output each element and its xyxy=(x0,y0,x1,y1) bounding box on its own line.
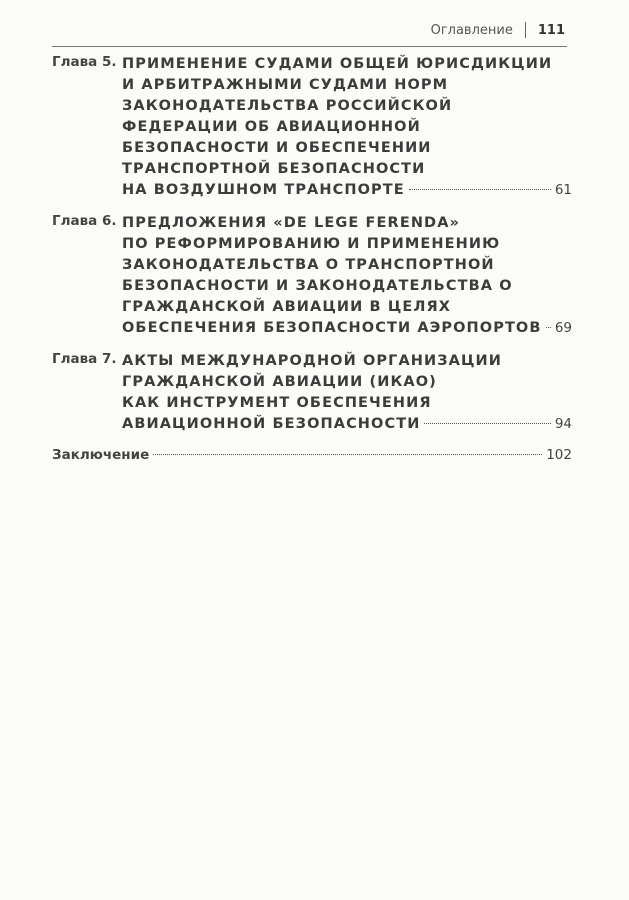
toc-page-number: 69 xyxy=(554,320,572,336)
title-line: ГРАЖДАНСКОЙ АВИАЦИИ (ИКАО) xyxy=(122,374,437,390)
conclusion-label: Заключение xyxy=(52,447,150,463)
chapter-label: Глава 5. xyxy=(52,54,117,70)
chapter-title xyxy=(122,351,572,435)
title-line: ЗАКОНОДАТЕЛЬСТВА РОССИЙСКОЙ xyxy=(122,98,453,114)
header-separator xyxy=(525,22,526,38)
title-line: НА ВОЗДУШНОМ ТРАНСПОРТЕ xyxy=(122,182,405,198)
title-line: ГРАЖДАНСКОЙ АВИАЦИИ В ЦЕЛЯХ xyxy=(122,299,452,315)
dot-leader xyxy=(424,423,550,424)
toc-page-number: 94 xyxy=(554,416,572,432)
title-line: ПРИМЕНЕНИЕ СУДАМИ ОБЩЕЙ ЮРИСДИКЦИИ xyxy=(122,56,553,72)
toc-page-number: 61 xyxy=(554,182,572,198)
title-last-line xyxy=(122,414,572,435)
title-line: АВИАЦИОННОЙ БЕЗОПАСНОСТИ xyxy=(122,416,421,432)
toc-entry-chapter-6[interactable] xyxy=(52,213,572,339)
chapter-title xyxy=(122,213,572,339)
title-line: ФЕДЕРАЦИИ ОБ АВИАЦИОННОЙ xyxy=(122,119,421,135)
toc-page-number: 102 xyxy=(546,447,572,463)
page-header xyxy=(431,22,565,38)
title-line: ЗАКОНОДАТЕЛЬСТВА О ТРАНСПОРТНОЙ xyxy=(122,257,495,273)
title-line: ОБЕСПЕЧЕНИЯ БЕЗОПАСНОСТИ АЭРОПОРТОВ xyxy=(122,320,542,336)
title-line: КАК ИНСТРУМЕНТ ОБЕСПЕЧЕНИЯ xyxy=(122,395,432,411)
header-rule xyxy=(52,46,567,47)
chapter-label: Глава 7. xyxy=(52,351,117,367)
table-of-contents xyxy=(52,54,572,463)
title-line: ПРЕДЛОЖЕНИЯ «DE LEGE FERENDA» xyxy=(122,215,460,231)
title-line: БЕЗОПАСНОСТИ И ОБЕСПЕЧЕНИИ xyxy=(122,140,432,156)
toc-entry-chapter-5[interactable] xyxy=(52,54,572,201)
running-head-section: Оглавление xyxy=(430,22,513,38)
title-last-line xyxy=(122,318,572,339)
dot-leader xyxy=(546,327,551,328)
title-line: АКТЫ МЕЖДУНАРОДНОЙ ОРГАНИЗАЦИИ xyxy=(122,353,503,369)
dot-leader xyxy=(153,454,542,455)
chapter-title xyxy=(122,54,572,201)
title-last-line xyxy=(122,180,572,201)
title-line: ПО РЕФОРМИРОВАНИЮ И ПРИМЕНЕНИЮ xyxy=(122,236,501,252)
toc-entry-conclusion[interactable] xyxy=(52,447,572,463)
title-line: БЕЗОПАСНОСТИ И ЗАКОНОДАТЕЛЬСТВА О xyxy=(122,278,513,294)
title-line: И АРБИТРАЖНЫМИ СУДАМИ НОРМ xyxy=(122,77,449,93)
toc-entry-chapter-7[interactable] xyxy=(52,351,572,435)
dot-leader xyxy=(409,189,551,190)
title-line: ТРАНСПОРТНОЙ БЕЗОПАСНОСТИ xyxy=(122,161,426,177)
chapter-label: Глава 6. xyxy=(52,213,117,229)
page-number: 111 xyxy=(537,22,565,38)
